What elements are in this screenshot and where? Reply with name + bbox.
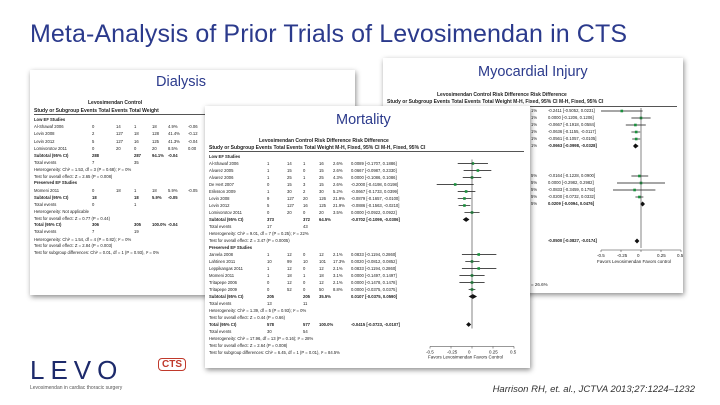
study-name: Al-Shawaf 2006 bbox=[34, 124, 64, 130]
dialysis-cell: 0 bbox=[134, 145, 137, 151]
dialysis-cell: 1 bbox=[134, 187, 137, 193]
dialysis-cell: -0.05 bbox=[168, 194, 178, 200]
study-name: Preserved EF Studies bbox=[209, 245, 253, 250]
dialysis-cell: 18 bbox=[116, 187, 121, 193]
study-name: Tritapepe 2009 bbox=[209, 287, 238, 292]
mortality-cell: 21.9% bbox=[333, 196, 345, 201]
study-name: Levin 2008 bbox=[34, 131, 55, 137]
mortality-cell: 54 bbox=[303, 329, 308, 334]
study-name: Heterogeneity: Not applicable bbox=[34, 209, 89, 215]
study-name: Test for subgroup differences: Chi² = 0.01, df = 1 (P = 0.93), I² = 0% bbox=[34, 249, 160, 255]
x-tick-label: -0.5 bbox=[597, 253, 605, 258]
dialysis-cell: 0 bbox=[92, 202, 95, 207]
study-name: Total (95% CI) bbox=[209, 322, 237, 327]
mortality-cell: 20 bbox=[319, 210, 324, 215]
mortality-cell: 2.6% bbox=[333, 168, 343, 173]
mortality-cell: 0 bbox=[303, 210, 306, 215]
point-estimate-square bbox=[621, 110, 624, 113]
dialysis-label: Dialysis bbox=[148, 74, 214, 90]
dialysis-cell: 0 bbox=[92, 145, 95, 151]
x-tick-label: 0 bbox=[637, 253, 640, 258]
axis-caption: Favors Levosimendan Favors control bbox=[597, 259, 672, 264]
mortality-cell: 3 bbox=[303, 182, 306, 187]
dialysis-cell: -0.05 bbox=[188, 187, 198, 193]
mortality-cell: 1 bbox=[303, 175, 306, 180]
mortality-cell: 1 bbox=[303, 161, 306, 166]
ci-cell: -0.0667 [-0.1733, 0.0399] bbox=[351, 189, 399, 194]
mortality-cell: 127 bbox=[287, 203, 294, 208]
study-name: Total events bbox=[209, 301, 232, 306]
table-row bbox=[209, 154, 526, 159]
table-header-columns: Study or Subgroup Events Total Events Total Weight M-H, Fixed, 95% CI M-H, Fixed, 95% CI bbox=[209, 145, 426, 151]
ci-cell: 0.0020 [-0.0812, 0.0852] bbox=[351, 259, 397, 264]
mortality-cell: 99 bbox=[287, 259, 292, 264]
mortality-cell: 0 bbox=[303, 280, 306, 285]
ci-cell: 0.0000 [-0.2982, 0.2982] bbox=[548, 180, 594, 185]
point-estimate-square bbox=[634, 124, 637, 127]
mortality-cell: 0 bbox=[303, 252, 306, 257]
study-name: Heterogeneity: Chi² = 9.01, df = 7 (P = 0.25); I² = 22% bbox=[209, 231, 309, 236]
x-tick-label: 0.25 bbox=[489, 349, 498, 355]
ci-cell: -0.0636 [-0.1155, -0.0117] bbox=[548, 129, 596, 134]
x-tick-label: -0.5 bbox=[426, 349, 434, 355]
weight-cell: 1% bbox=[531, 115, 538, 120]
dialysis-cell: 41.3% bbox=[168, 138, 180, 144]
ci-cell: -0.0415 [-0.0723, -0.0107] bbox=[351, 322, 400, 327]
ci-cell: 0.0000 [-0.1497, 0.1497] bbox=[351, 273, 397, 278]
dialysis-cell: 0.00 bbox=[188, 145, 197, 151]
mortality-cell: 10 bbox=[303, 259, 308, 264]
ci-cell: -0.0886 [-0.1563, -0.0210] bbox=[351, 203, 400, 208]
mortality-cell: 20 bbox=[303, 196, 308, 201]
dialysis-cell: 288 bbox=[92, 153, 99, 158]
dialysis-cell: 127 bbox=[116, 131, 123, 137]
mortality-cell: 18 bbox=[319, 273, 324, 278]
table-row bbox=[209, 182, 526, 187]
mortality-cell: 11 bbox=[303, 301, 308, 306]
study-name: Leppikangas 2011 bbox=[209, 266, 243, 271]
mortality-cell: 1 bbox=[267, 175, 270, 180]
ci-cell: 0.0667 [-0.0987, 0.2330] bbox=[351, 168, 397, 173]
weight-cell: 1% bbox=[531, 108, 538, 113]
study-name: Subtotal (95% CI) bbox=[209, 294, 244, 299]
mortality-cell: 9 bbox=[267, 196, 270, 201]
ci-cell: -0.0667 [-0.1918, 0.0584] bbox=[548, 122, 596, 127]
dialysis-cell: 2 bbox=[92, 131, 95, 137]
mortality-cell: 1 bbox=[267, 189, 270, 194]
weight-cell: 1% bbox=[531, 122, 538, 127]
table-row bbox=[209, 175, 526, 180]
study-name: Low EF Studies bbox=[34, 117, 66, 122]
table-row bbox=[209, 238, 526, 243]
mortality-cell: 5 bbox=[267, 203, 270, 208]
table-row bbox=[209, 210, 526, 215]
mortality-cell: 2 bbox=[303, 189, 306, 194]
dialysis-cell: -0.04 bbox=[188, 138, 198, 144]
mortality-cell: 15 bbox=[319, 168, 324, 173]
dialysis-cell: 16 bbox=[134, 138, 139, 144]
mortality-cell: 14 bbox=[287, 161, 292, 166]
study-name: Lahtinen 2011 bbox=[209, 259, 236, 264]
dialysis-cell: 5.9% bbox=[152, 194, 162, 200]
dialysis-cell: 0 bbox=[92, 124, 95, 130]
point-estimate-square bbox=[633, 189, 636, 192]
mortality-cell: 52 bbox=[287, 287, 292, 292]
dialysis-cell: 18 bbox=[92, 194, 97, 200]
mortality-cell: 25 bbox=[319, 175, 324, 180]
study-name: Heterogeneity: Chi² = 17.96, df = 13 (P = 0.16); I² = 28% bbox=[209, 336, 314, 341]
mortality-cell: 2.1% bbox=[333, 266, 343, 271]
dialysis-cell: 7 bbox=[92, 229, 95, 235]
mortality-cell: 4.3% bbox=[333, 175, 343, 180]
mortality-cell: 18 bbox=[287, 273, 292, 278]
dialysis-cell: -0.06 bbox=[188, 124, 198, 130]
study-name: Test for overall effect: Z = 0.44 (P = 0.66) bbox=[209, 315, 285, 320]
mortality-cell: 10 bbox=[267, 259, 272, 264]
mortality-cell: 16 bbox=[303, 203, 308, 208]
weight-cell: 5% bbox=[531, 201, 538, 206]
ci-cell: 0.0089 [-0.1707, 0.1886] bbox=[351, 161, 397, 166]
mortality-cell: 8.8% bbox=[333, 287, 343, 292]
mortality-cell: 126 bbox=[319, 196, 326, 201]
dialysis-cell: 7 bbox=[92, 160, 95, 166]
study-name: Preserved EF Studies bbox=[34, 180, 78, 186]
mortality-cell: 0 bbox=[303, 168, 306, 173]
table-row bbox=[209, 273, 526, 278]
study-name: Total events bbox=[34, 160, 57, 166]
mortality-cell: 43 bbox=[303, 224, 308, 229]
study-name: Total events bbox=[34, 202, 57, 207]
mortality-cell: 100.0% bbox=[319, 322, 334, 327]
x-tick-label: 0.5 bbox=[677, 253, 684, 258]
dialysis-cell: 287 bbox=[134, 153, 141, 158]
mortality-cell: 373 bbox=[267, 217, 274, 222]
study-name: Subtotal (95% CI) bbox=[209, 217, 244, 222]
x-tick-label: -0.25 bbox=[617, 253, 628, 258]
mortality-cell: 3.1% bbox=[333, 273, 343, 278]
study-name: Test for overall effect: Z = 2.64 (P = 0.008) bbox=[209, 343, 288, 348]
mortality-cell: 5.2% bbox=[333, 189, 343, 194]
dialysis-cell: 94.1% bbox=[152, 153, 164, 158]
study-name: Low EF Studies bbox=[209, 154, 241, 159]
study-name: Test for overall effect: Z = 3.47 (P = 0.0005) bbox=[209, 238, 290, 243]
weight-cell: 1% bbox=[531, 129, 538, 134]
ci-cell: -0.2411 [-0.5052, 0.0231] bbox=[548, 108, 595, 113]
pooled-estimate-diamond bbox=[633, 144, 639, 149]
dialysis-cell: 5.9% bbox=[168, 187, 178, 193]
table-header-columns: Study or Subgroup Events Total Events Total Weight M-H, Fixed, 95% CI M-H, Fixed, 95% CI bbox=[387, 99, 604, 105]
mortality-cell: 12 bbox=[287, 266, 292, 271]
study-name: Subtotal (95% CI) bbox=[34, 153, 69, 158]
table-row bbox=[209, 231, 526, 236]
dialysis-cell: 305 bbox=[134, 222, 141, 228]
ci-cell: -0.0561 [-0.1057, -0.0105] bbox=[548, 136, 597, 141]
axis-caption: Favors Levosimendan Favors Control bbox=[428, 354, 504, 360]
mortality-cell: 17.3% bbox=[333, 259, 345, 264]
table-row bbox=[209, 343, 526, 348]
table-row bbox=[209, 266, 526, 271]
mortality-cell: 30 bbox=[319, 189, 324, 194]
dialysis-cell: -0.12 bbox=[188, 131, 198, 137]
ci-cell: 0.0000 [-0.1206, 0.1206] bbox=[548, 115, 594, 120]
ci-cell: 0.0833 [-0.1194, 0.2860] bbox=[351, 266, 397, 271]
table-row bbox=[209, 336, 526, 341]
mortality-cell: 20 bbox=[287, 210, 292, 215]
mortality-cell: 2.6% bbox=[333, 161, 343, 166]
mortality-cell: 16 bbox=[319, 161, 324, 166]
mortality-cell: 0 bbox=[303, 287, 306, 292]
dialysis-cell: 18 bbox=[152, 187, 157, 193]
mortality-cell: 12 bbox=[287, 252, 292, 257]
table-row bbox=[209, 308, 526, 313]
table-row bbox=[209, 196, 526, 201]
study-name: Test for overall effect: Z = 2.84 (P = 0.003) bbox=[34, 243, 113, 249]
dialysis-cell: 41.4% bbox=[168, 131, 180, 137]
study-name: Alvarez 2005 bbox=[209, 168, 234, 173]
table-row bbox=[209, 329, 526, 334]
ci-cell: -0.0833 [-0.3459, 0.1792] bbox=[548, 187, 596, 192]
levo-cts-logo bbox=[30, 355, 210, 391]
study-name: Heterogeneity: Chi² = 1.39, df = 5 (P = 0.93); I² = 0% bbox=[209, 308, 307, 313]
study-name: De Hert 2007 bbox=[209, 182, 234, 187]
study-name: Momeni 2011 bbox=[209, 273, 235, 278]
mortality-cell: 12 bbox=[287, 280, 292, 285]
table-row bbox=[209, 203, 526, 208]
mortality-label: Mortality bbox=[330, 112, 397, 128]
study-name: Heterogeneity: Chi² = 1.53, df = 3 (P = 0.68); I² = 0% bbox=[34, 167, 132, 173]
mortality-cell: 205 bbox=[303, 294, 310, 299]
mortality-cell: 101 bbox=[319, 259, 326, 264]
dialysis-cell: 14 bbox=[116, 124, 121, 130]
table-row bbox=[209, 245, 526, 250]
study-name: Lomivorotov 2011 bbox=[209, 210, 242, 215]
mortality-cell: 578 bbox=[267, 322, 274, 327]
table-row bbox=[209, 294, 526, 299]
dialysis-cell: 35 bbox=[134, 160, 139, 166]
study-name: Test for overall effect: Z = 0.77 (P = 0.44) bbox=[34, 215, 110, 221]
dialysis-cell: 4.9% bbox=[168, 124, 178, 130]
study-name: Subtotal (95% CI) bbox=[34, 194, 69, 200]
study-name: Tritapepe 2006 bbox=[209, 280, 238, 285]
mortality-cell: 205 bbox=[267, 294, 274, 299]
dialysis-cell: 18 bbox=[134, 194, 139, 200]
study-name: Test for subgroup differences: Chi² = 6.45, df = 1 (P = 0.01), I² = 84.5% bbox=[209, 350, 340, 355]
dialysis-cell: 8.5% bbox=[168, 145, 178, 151]
study-name: Levin 2012 bbox=[34, 138, 55, 144]
ci-cell: -0.0200 [-0.0732, 0.0332] bbox=[548, 194, 596, 199]
ci-cell: 0.0107 [-0.0375, 0.0590] bbox=[351, 294, 398, 299]
mortality-cell: 15 bbox=[287, 168, 292, 173]
dialysis-cell: 0 bbox=[92, 187, 95, 193]
table-row bbox=[209, 287, 526, 292]
mortality-cell: 12 bbox=[319, 266, 324, 271]
study-name: Total events bbox=[209, 329, 232, 334]
mortality-cell: 577 bbox=[303, 322, 310, 327]
ci-cell: 0.0000 [-0.1086, 0.1086] bbox=[351, 175, 397, 180]
mortality-cell: 3.5% bbox=[333, 210, 343, 215]
mortality-forest-plot bbox=[205, 106, 530, 368]
weight-cell: 5% bbox=[531, 180, 538, 185]
mortality-cell: 13 bbox=[267, 301, 272, 306]
ci-cell: 0.0209 [-0.0094, 0.0476] bbox=[548, 201, 595, 206]
dialysis-cell: 18 bbox=[152, 124, 157, 130]
point-estimate-square bbox=[638, 175, 641, 178]
mortality-cell: 1 bbox=[267, 168, 270, 173]
point-estimate-square bbox=[638, 196, 641, 199]
slide-title: Meta-Analysis of Prior Trials of Levosimendan in CTS bbox=[30, 20, 628, 48]
x-tick-label: 0.5 bbox=[510, 349, 517, 355]
mortality-cell: 2.1% bbox=[333, 252, 343, 257]
table-header-group: Levosimendan Control bbox=[88, 100, 143, 106]
myocardial-injury-label: Myocardial Injury bbox=[470, 64, 596, 80]
mortality-cell: 0 bbox=[267, 280, 270, 285]
mortality-cell: 12 bbox=[319, 280, 324, 285]
weight-cell: 5% bbox=[531, 173, 538, 178]
ci-cell: -0.2000 [-0.4198, 0.0198] bbox=[351, 182, 399, 187]
table-row bbox=[209, 252, 526, 257]
mortality-cell: 64.5% bbox=[319, 217, 331, 222]
mortality-cell: 0 bbox=[267, 287, 270, 292]
ci-cell: 0.0833 [-0.1194, 0.2860] bbox=[351, 252, 397, 257]
logo-badge: CTS bbox=[158, 358, 186, 371]
mortality-cell: 35.5% bbox=[319, 294, 331, 299]
mortality-cell: 1 bbox=[303, 273, 306, 278]
weight-cell: 1% bbox=[531, 143, 538, 148]
study-name: Lomivorotov 2011 bbox=[34, 145, 67, 151]
study-name: Total events bbox=[209, 224, 232, 229]
table-header-columns: Study or Subgroup Events Total Events Total Weight bbox=[34, 108, 159, 114]
mortality-cell: 17 bbox=[267, 224, 272, 229]
ci-cell: -0.0164 [-0.1228, 0.0900] bbox=[548, 173, 596, 178]
mortality-cell: 0 bbox=[267, 182, 270, 187]
mortality-cell: 0 bbox=[303, 266, 306, 271]
table-row bbox=[209, 161, 526, 166]
mortality-cell: 125 bbox=[319, 203, 326, 208]
logo-wordmark: LEVO bbox=[30, 355, 124, 385]
dialysis-cell: 1 bbox=[134, 202, 137, 207]
x-tick-label: 0 bbox=[468, 349, 471, 355]
ci-cell: -0.0879 [-0.1657, -0.0100] bbox=[351, 196, 400, 201]
dialysis-cell: 125 bbox=[152, 138, 159, 144]
table-row bbox=[209, 168, 526, 173]
ci-cell: -0.0500 [-0.0827, -0.0174] bbox=[548, 238, 597, 243]
mortality-cell: 25 bbox=[287, 175, 292, 180]
study-name: Eriksson 2009 bbox=[209, 189, 236, 194]
mortality-cell: 15 bbox=[319, 182, 324, 187]
table-row bbox=[209, 322, 526, 327]
mortality-cell: 1 bbox=[267, 161, 270, 166]
ci-cell: 0.0000 [-0.0375, 0.0375] bbox=[351, 287, 397, 292]
mortality-cell: 372 bbox=[303, 217, 310, 222]
dialysis-cell: 127 bbox=[116, 138, 123, 144]
table-row bbox=[209, 315, 526, 320]
dialysis-cell: 18 bbox=[134, 131, 139, 137]
dialysis-cell: 128 bbox=[152, 131, 159, 137]
mortality-cell: 2.6% bbox=[333, 182, 343, 187]
x-tick-label: 0.25 bbox=[657, 253, 666, 258]
study-name: Al-Shawaf 2006 bbox=[209, 161, 239, 166]
logo-tagline: Levosimendan in cardiac thoracic surgery bbox=[30, 385, 123, 391]
mortality-cell: 30 bbox=[267, 329, 272, 334]
dialysis-cell: 5 bbox=[92, 138, 95, 144]
ci-cell: -0.0663 [-0.0998, -0.0328] bbox=[548, 143, 597, 148]
study-name: Total events bbox=[34, 229, 57, 235]
mortality-cell: 127 bbox=[287, 196, 294, 201]
dialysis-cell: 19 bbox=[134, 229, 139, 235]
study-name: Total (95% CI) bbox=[34, 222, 62, 228]
pooled-estimate-diamond bbox=[635, 239, 640, 244]
mortality-cell: 21.9% bbox=[333, 203, 345, 208]
study-name: Heterogeneity: Chi² = 1.54, df = 4 (P = 0.82); I² = 0% bbox=[34, 236, 132, 242]
mortality-cell: 15 bbox=[287, 182, 292, 187]
point-estimate-square bbox=[635, 131, 638, 134]
study-name: Levin 2008 bbox=[209, 196, 230, 201]
dialysis-cell: -0.04 bbox=[168, 222, 178, 228]
table-row bbox=[209, 217, 526, 222]
citation: Harrison RH, et. al., JCTVA 2013;27:1224–1232 bbox=[492, 384, 695, 395]
ci-cell: 0.0000 [-0.1478, 0.1478] bbox=[351, 280, 397, 285]
dialysis-cell: 100.0% bbox=[152, 222, 167, 228]
dialysis-cell: 20 bbox=[152, 145, 157, 151]
table-row bbox=[209, 350, 526, 355]
mortality-cell: 2.1% bbox=[333, 280, 343, 285]
study-name: Test for overall effect: Z = 2.65 (P = 0.008) bbox=[34, 173, 113, 179]
mortality-cell: 1 bbox=[267, 252, 270, 257]
ci-cell: 0.0000 [-0.0922, 0.0922] bbox=[351, 210, 397, 215]
table-row bbox=[209, 301, 526, 306]
point-estimate-square bbox=[635, 138, 638, 141]
study-name: Alvarez 2006 bbox=[209, 175, 234, 180]
table-header-group: Levosimendan Control Risk Difference Risk Difference bbox=[437, 92, 567, 98]
weight-cell: 1% bbox=[531, 136, 538, 141]
weight-cell: 5% bbox=[531, 194, 538, 199]
dialysis-cell: 20 bbox=[116, 145, 121, 151]
mortality-cell: 1 bbox=[267, 273, 270, 278]
footer-text: = 26.6% bbox=[531, 282, 548, 287]
table-row bbox=[209, 189, 526, 194]
study-name: Jarvela 2008 bbox=[209, 252, 233, 257]
table-header-group: Levosimendan Control Risk Difference Risk Difference bbox=[259, 138, 389, 144]
dialysis-cell: 306 bbox=[92, 222, 99, 228]
weight-cell: 5% bbox=[531, 187, 538, 192]
table-row bbox=[209, 224, 526, 229]
mortality-cell: 0 bbox=[267, 210, 270, 215]
x-tick-label: -0.25 bbox=[447, 349, 458, 355]
dialysis-cell: -0.04 bbox=[168, 153, 178, 158]
table-row bbox=[209, 259, 526, 264]
table-row bbox=[209, 280, 526, 285]
mortality-cell: 12 bbox=[319, 252, 324, 257]
mortality-cell: 30 bbox=[287, 189, 292, 194]
study-name: Levin 2012 bbox=[209, 203, 230, 208]
mortality-cell: 50 bbox=[319, 287, 324, 292]
study-name: Momeni 2011 bbox=[34, 187, 60, 193]
dialysis-cell: 1 bbox=[134, 124, 137, 130]
ci-cell: -0.0702 [-0.1099, -0.0306] bbox=[351, 217, 400, 222]
mortality-cell: 1 bbox=[267, 266, 270, 271]
